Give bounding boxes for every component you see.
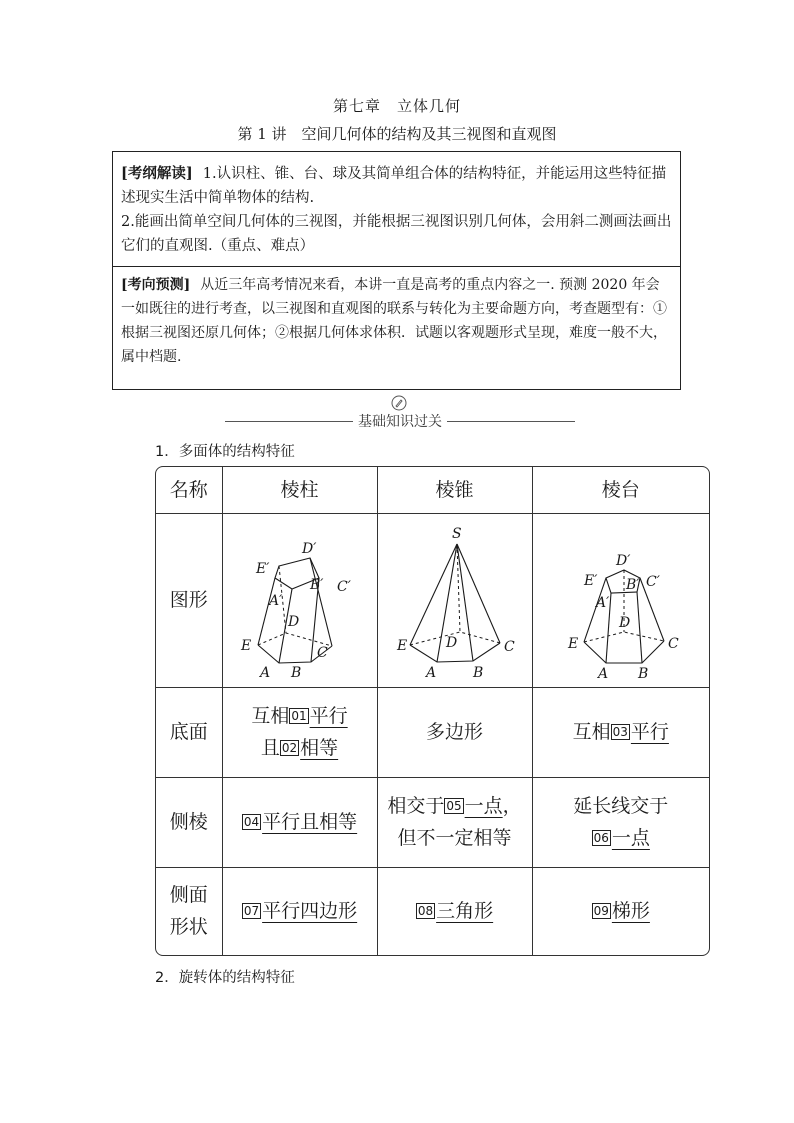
frustum-edge-cell	[532, 777, 709, 867]
syllabus-text-1: 1.认识柱、锥、台、球及其简单组合体的结构特征，并能运用这些特征描述现实生活中简单物体的结构.	[121, 166, 667, 206]
pyramid-figure-cell	[377, 513, 532, 687]
blank-number-08: 08	[417, 904, 434, 919]
frustum-base-pre: 互相	[572, 721, 611, 743]
row-label-base: 底面	[156, 687, 222, 777]
table-row-base	[156, 687, 709, 777]
header-prism: 棱柱	[222, 467, 377, 513]
header-frustum: 棱台	[532, 467, 709, 513]
frustum-base-front	[584, 641, 664, 663]
label-prism-D1: D′	[301, 541, 316, 557]
row-label-figure: 图形	[156, 513, 222, 687]
blank-number-02: 02	[281, 741, 298, 755]
prism-face-cell	[222, 867, 377, 955]
label-pyramid-B: B	[472, 665, 483, 680]
label-frustum-C1: C′	[645, 574, 660, 590]
frustum-figure	[541, 520, 701, 680]
pyramid-edge-line2: 但不一定相等	[397, 827, 512, 849]
prism-edge-E	[258, 578, 275, 645]
answer-06	[592, 827, 650, 849]
answer-01-text: 平行	[309, 705, 348, 727]
answer-07	[242, 900, 357, 922]
row-label-edge: 侧棱	[156, 777, 222, 867]
polyhedra-table	[155, 466, 710, 956]
pyramid-edge-pre: 相交于	[387, 795, 445, 817]
label-frustum-A: A	[597, 666, 608, 680]
prism-base-mid: 且	[260, 737, 280, 759]
divider-title: 基础知识过关	[358, 414, 442, 430]
label-prism-B: B	[290, 665, 301, 680]
section-heading-polyhedra: 1．多面体的结构特征	[155, 444, 295, 460]
pyramid-edge-cell	[377, 777, 532, 867]
label-frustum-D: D	[618, 615, 630, 631]
label-prism-B1: B′	[309, 577, 323, 593]
label-pyramid-A: A	[425, 665, 436, 680]
outline-section-forecast	[113, 267, 680, 369]
section-divider	[225, 408, 575, 428]
label-frustum-B1: B′	[625, 577, 640, 593]
answer-04-text: 平行且相等	[262, 811, 358, 833]
frustum-base-hidden	[584, 632, 664, 642]
answer-06-text: 一点	[611, 827, 650, 849]
syllabus-text-2: 2.能画出简单空间几何体的三视图，并能根据三视图识别几何体，会用斜二测画法画出它们的直观图.（重点、难点）	[121, 214, 672, 254]
blank-number-04: 04	[243, 815, 260, 829]
prism-figure-cell	[222, 513, 377, 687]
blank-number-09: 09	[593, 904, 609, 919]
row-label-face-line1: 侧面	[169, 884, 208, 907]
answer-01	[289, 705, 347, 727]
label-frustum-A1: A′	[595, 595, 610, 611]
label-prism-E: E	[240, 638, 251, 654]
label-frustum-C: C	[667, 636, 679, 652]
chapter-title: 第七章 立体几何	[332, 97, 461, 115]
frustum-figure-cell	[532, 513, 709, 687]
answer-02	[280, 737, 338, 759]
label-prism-A: A	[259, 665, 270, 680]
syllabus-label: [考纲解读]	[121, 165, 193, 182]
forecast-text: 从近三年高考情况来看，本讲一直是高考的重点内容之一. 预测 2020 年会一如既往的进行考查，以三视图和直观图的联系与转化为主要命题方向，考查题型有：①根据三视图还原几何体；②根据几何体求体积．试题以客观题形式呈现，难度一般不大，属中档题.	[121, 277, 667, 365]
prism-figure	[225, 520, 375, 680]
blank-number-03: 03	[612, 725, 628, 739]
answer-05	[444, 795, 502, 817]
label-prism-E1: E′	[255, 561, 269, 577]
frustum-base-cell	[532, 687, 709, 777]
row-label-face-line2: 形状	[169, 916, 208, 939]
table-row-figure	[156, 513, 709, 687]
blank-number-06: 06	[593, 831, 609, 845]
blank-number-01: 01	[291, 709, 307, 723]
answer-03	[611, 721, 669, 743]
answer-04	[242, 811, 357, 833]
label-frustum-B: B	[637, 666, 649, 680]
frustum-face-cell	[532, 867, 709, 955]
answer-08-text: 三角形	[436, 900, 494, 923]
frustum-edge-B	[637, 592, 642, 663]
blank-number-05: 05	[446, 799, 462, 813]
answer-03-text: 平行	[630, 721, 669, 743]
table-row-edge	[156, 777, 709, 867]
label-pyramid-S: S	[451, 526, 462, 542]
answer-07-text: 平行四边形	[262, 900, 358, 923]
label-prism-C: C	[316, 645, 328, 661]
answer-09	[592, 900, 650, 922]
blank-number-07: 07	[243, 904, 260, 919]
answer-09-text: 梯形	[611, 900, 650, 923]
row-label-face	[156, 867, 222, 955]
prism-base-pre: 互相	[251, 705, 290, 727]
label-pyramid-D: D	[445, 635, 457, 651]
label-prism-C1: C′	[336, 579, 351, 595]
table-row-face	[156, 867, 709, 955]
lecture-title: 第 1 讲 空间几何体的结构及其三视图和直观图	[237, 125, 557, 143]
exam-outline-box	[112, 151, 681, 390]
prism-edge-cell	[222, 777, 377, 867]
pyramid-figure	[380, 520, 530, 680]
section-heading-solids-of-revolution: 2．旋转体的结构特征	[155, 970, 295, 986]
label-pyramid-E: E	[396, 638, 407, 654]
label-frustum-E: E	[567, 636, 578, 652]
forecast-label: [考向预测]	[121, 277, 191, 293]
label-pyramid-C: C	[503, 639, 515, 655]
header-name: 名称	[156, 467, 222, 513]
header-pyramid: 棱锥	[377, 467, 532, 513]
pyramid-face-cell	[377, 867, 532, 955]
outline-section-syllabus	[113, 152, 680, 267]
label-prism-A1: A′	[268, 593, 282, 609]
pyramid-edge-E	[410, 544, 457, 645]
pencil-badge-icon	[391, 395, 407, 411]
label-frustum-D1: D′	[615, 553, 631, 569]
table-header-row	[156, 467, 709, 513]
answer-08	[416, 900, 493, 922]
pyramid-edge-post: ，	[502, 795, 522, 817]
frustum-edge-pre: 延长线交于	[573, 795, 669, 817]
answer-02-text: 相等	[300, 737, 339, 759]
divider-line-right	[447, 421, 575, 422]
label-frustum-E1: E′	[583, 573, 598, 589]
pyramid-base-cell: 多边形	[377, 687, 532, 777]
prism-base-cell	[222, 687, 377, 777]
answer-05-text: 一点	[464, 795, 503, 817]
label-prism-D: D	[287, 614, 299, 630]
